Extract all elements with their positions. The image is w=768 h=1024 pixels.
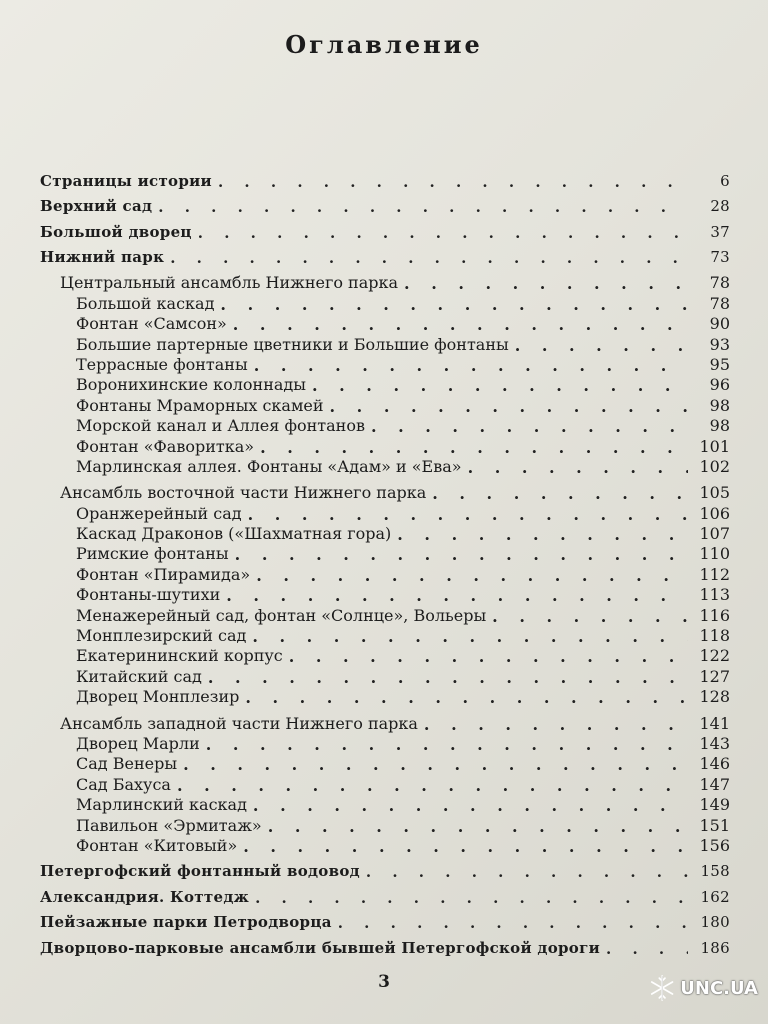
toc-entry	[40, 333, 730, 353]
toc-entry	[40, 880, 730, 906]
dot-leader	[424, 716, 688, 730]
toc-entry-page: 6	[720, 171, 730, 190]
toc-entry-title: Марлинская аллея. Фонтаны «Адам» и «Ева»	[76, 456, 462, 476]
toc-entry-page: 90	[709, 314, 730, 334]
dot-leader	[198, 224, 688, 238]
toc-entry-title: Менажерейный сад, фонтан «Солнце», Вольеры	[76, 605, 487, 625]
toc-entry-page: 28	[710, 197, 730, 215]
toc-entry-title: Фонтаны Мраморных скамей	[76, 395, 324, 415]
toc-entry-title: Каскад Драконов («Шахматная гора)	[76, 524, 392, 544]
toc-entry-title: Ансамбль западной части Нижнего парка	[60, 713, 418, 733]
toc-entry	[40, 435, 730, 455]
dot-leader	[255, 889, 688, 903]
dot-leader	[312, 377, 688, 391]
toc-entry-title: Террасные фонтаны	[76, 354, 248, 374]
toc-entry	[40, 272, 730, 292]
toc-entry-page: 95	[709, 354, 730, 374]
toc-entry	[40, 794, 730, 814]
toc-entry	[40, 814, 730, 834]
toc-entry-title: Верхний сад	[40, 197, 153, 215]
toc-entry-title: Дворец Марли	[76, 733, 200, 753]
dot-leader	[515, 337, 688, 351]
dot-leader	[206, 736, 688, 750]
dot-leader	[366, 863, 688, 877]
dot-leader	[492, 608, 688, 622]
dot-leader	[226, 587, 688, 601]
dot-leader	[254, 357, 688, 371]
dot-leader	[253, 797, 688, 811]
toc-entry-page: 127	[699, 666, 730, 686]
toc-entry-title: Александрия. Коттедж	[40, 887, 250, 906]
toc-entry	[40, 292, 730, 312]
toc-entry	[40, 835, 730, 855]
toc-entry-page: 151	[699, 815, 730, 835]
toc-entry	[40, 563, 730, 583]
toc-entry-page: 78	[709, 273, 730, 293]
toc-entry	[40, 415, 730, 435]
toc-entry-page: 78	[709, 293, 730, 313]
toc-entry-page: 122	[699, 646, 730, 666]
toc-entry-page: 73	[710, 248, 730, 266]
dot-leader	[404, 275, 688, 289]
toc-entry-title: Морской канал и Аллея фонтанов	[76, 416, 365, 436]
toc-entry-title: Екатерининский корпус	[76, 646, 283, 666]
toc-entry	[40, 482, 730, 502]
toc-entry-title: Фонтан «Фаворитка»	[76, 436, 255, 456]
toc-entry	[40, 753, 730, 773]
toc-entry	[40, 665, 730, 685]
dot-leader	[432, 485, 688, 499]
dot-leader	[338, 914, 688, 928]
toc-entry-page: 101	[699, 436, 730, 456]
toc-entry-title: Римские фонтаны	[76, 544, 229, 564]
dot-leader	[235, 546, 688, 560]
toc-entry-page: 107	[699, 524, 730, 544]
dot-leader	[289, 648, 688, 662]
toc-entry-title: Фонтаны-шутихи	[76, 585, 221, 605]
toc-entry	[40, 712, 730, 732]
toc-entry	[40, 523, 730, 543]
toc-entry-page: 128	[699, 687, 730, 707]
toc-entry-page: 147	[699, 774, 730, 794]
toc-entry-page: 141	[699, 713, 730, 733]
toc-entry	[40, 215, 730, 241]
toc-entry	[40, 456, 730, 476]
dot-leader	[268, 818, 688, 832]
toc-entry-page: 156	[699, 835, 730, 855]
table-of-contents	[40, 164, 730, 957]
toc-entry-page: 118	[699, 626, 730, 646]
toc-entry-page: 112	[699, 564, 730, 584]
toc-entry-title: Нижний парк	[40, 248, 165, 266]
dot-leader	[606, 940, 688, 954]
toc-entry-title: Оранжерейный сад	[76, 503, 242, 523]
toc-entry-title: Фонтан «Пирамида»	[76, 564, 251, 584]
toc-entry	[40, 733, 730, 753]
toc-entry-title: Ансамбль восточной части Нижнего парка	[60, 483, 427, 503]
toc-entry	[40, 584, 730, 604]
toc-entry	[40, 354, 730, 374]
dot-leader	[248, 506, 688, 520]
toc-entry-title: Китайский сад	[76, 666, 202, 686]
watermark	[648, 966, 758, 1010]
dot-leader	[177, 777, 688, 791]
toc-entry	[40, 394, 730, 414]
toc-entry-title: Большие партерные цветники и Большие фонтаны	[76, 334, 509, 354]
page-number: 3	[378, 972, 390, 992]
dot-leader	[218, 173, 688, 187]
toc-entry	[40, 313, 730, 333]
toc-entry-title: Дворец Монплезир	[76, 687, 240, 707]
toc-entry-page: 98	[709, 416, 730, 436]
toc-entry-title: Монплезирский сад	[76, 626, 247, 646]
toc-entry-title: Павильон «Эрмитаж»	[76, 815, 262, 835]
toc-entry	[40, 906, 730, 932]
toc-entry-page: 93	[709, 334, 730, 354]
toc-entry-page: 106	[699, 503, 730, 523]
dot-leader	[252, 628, 688, 642]
toc-entry	[40, 502, 730, 522]
toc-entry	[40, 855, 730, 881]
toc-entry-page: 186	[700, 938, 730, 957]
dot-leader	[260, 439, 688, 453]
toc-entry	[40, 241, 730, 267]
toc-entry	[40, 543, 730, 563]
toc-entry-page: 98	[709, 395, 730, 415]
dot-leader	[220, 296, 688, 310]
toc-entry-title: Страницы истории	[40, 171, 212, 190]
toc-entry-page: 149	[699, 795, 730, 815]
toc-entry	[40, 645, 730, 665]
toc-entry-title: Воронихинские колоннады	[76, 375, 307, 395]
toc-entry	[40, 164, 730, 190]
watermark-text: UNC.UA	[680, 977, 758, 999]
toc-entry-title: Дворцово-парковые ансамбли бывшей Петергофской дороги	[40, 938, 601, 957]
toc-entry	[40, 374, 730, 394]
page-title: Оглавление	[285, 30, 483, 59]
dot-leader	[330, 398, 688, 412]
toc-entry-page: 180	[700, 913, 730, 932]
toc-entry-title: Сад Венеры	[76, 754, 178, 774]
toc-entry	[40, 604, 730, 624]
dot-leader	[397, 526, 688, 540]
toc-entry	[40, 931, 730, 957]
toc-entry-page: 102	[699, 456, 730, 476]
snowflake-icon	[648, 968, 676, 1008]
dot-leader	[243, 838, 688, 852]
toc-entry-title: Фонтан «Китовый»	[76, 835, 238, 855]
toc-entry-page: 96	[709, 375, 730, 395]
toc-entry-title: Марлинский каскад	[76, 795, 247, 815]
toc-entry	[40, 773, 730, 793]
toc-entry-page: 105	[699, 483, 730, 503]
toc-entry-page: 143	[699, 733, 730, 753]
toc-entry-page: 113	[699, 585, 730, 605]
toc-entry	[40, 625, 730, 645]
toc-entry-title: Сад Бахуса	[76, 774, 171, 794]
dot-leader	[158, 198, 688, 212]
dot-leader	[245, 689, 688, 703]
toc-entry-page: 116	[699, 605, 730, 625]
dot-leader	[468, 459, 688, 473]
toc-entry-title: Пейзажные парки Петродворца	[40, 913, 332, 932]
toc-entry-title: Фонтан «Самсон»	[76, 314, 227, 334]
toc-entry	[40, 190, 730, 216]
dot-leader	[256, 567, 688, 581]
toc-entry-page: 162	[700, 887, 730, 906]
dot-leader	[208, 669, 688, 683]
toc-entry	[40, 686, 730, 706]
dot-leader	[371, 418, 688, 432]
toc-entry-title: Центральный ансамбль Нижнего парка	[60, 273, 399, 293]
toc-entry-page: 158	[700, 862, 730, 881]
toc-entry-title: Петергофский фонтанный водовод	[40, 862, 360, 881]
dot-leader	[233, 316, 688, 330]
toc-entry-page: 110	[699, 544, 730, 564]
toc-entry-page: 146	[699, 754, 730, 774]
dot-leader	[170, 249, 688, 263]
dot-leader	[183, 756, 688, 770]
toc-entry-title: Большой каскад	[76, 293, 215, 313]
toc-entry-title: Большой дворец	[40, 222, 192, 241]
toc-entry-page: 37	[710, 222, 730, 241]
